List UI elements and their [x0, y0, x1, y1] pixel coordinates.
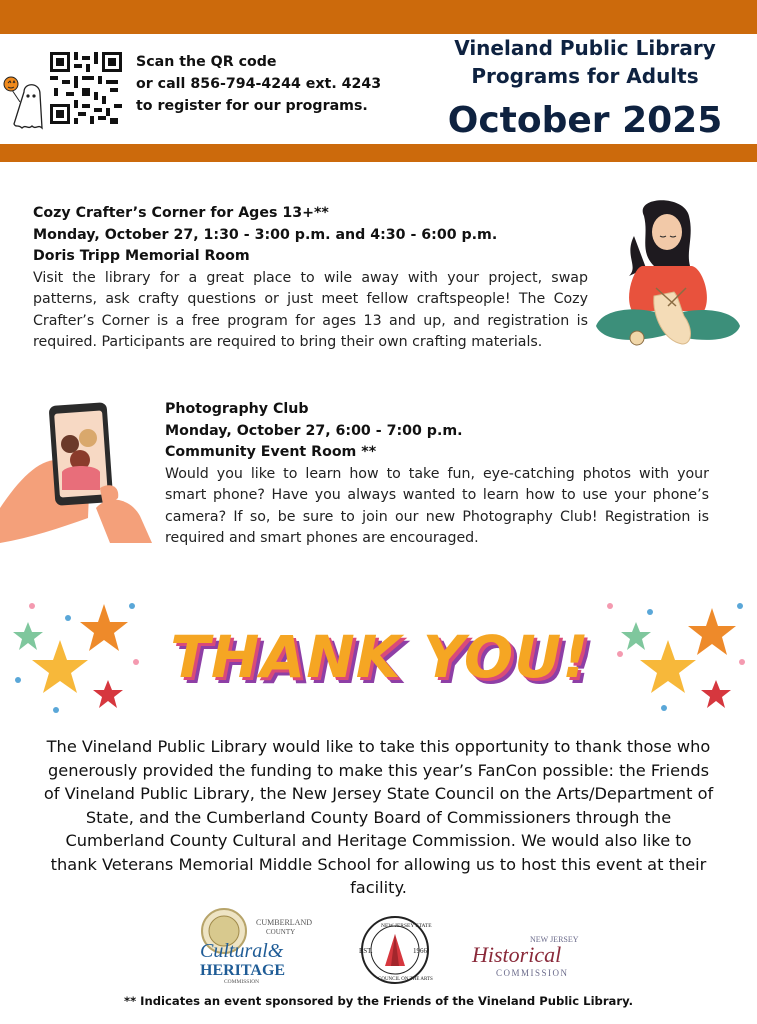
registration-instructions [136, 51, 396, 117]
svg-text:NEW JERSEY STATE: NEW JERSEY STATE [381, 923, 432, 929]
pumpkin-balloon-icon [4, 77, 18, 91]
scan-line-3: to register for our programs. [136, 98, 368, 114]
top-orange-bar [0, 0, 757, 34]
svg-text:HERITAGE: HERITAGE [200, 962, 286, 979]
event-location: Doris Tripp Memorial Room [33, 248, 250, 264]
event-title: Photography Club [165, 401, 309, 417]
knitting-woman-illustration [594, 196, 744, 356]
svg-text:COUNCIL ON THE ARTS: COUNCIL ON THE ARTS [378, 977, 433, 982]
smartphone-selfie-illustration [0, 398, 152, 543]
event-datetime: Monday, October 27, 1:30 - 3:00 p.m. and 4:30 - 6:00 p.m. [33, 226, 498, 243]
stars-right-icon [607, 603, 745, 711]
svg-text:CUMBERLAND: CUMBERLAND [256, 918, 312, 927]
nj-historical-commission-logo [468, 930, 588, 982]
scan-line-2: or call 856-794-4244 ext. 4243 [136, 76, 382, 92]
event-photography-club [165, 399, 709, 550]
nj-state-council-arts-logo [355, 914, 435, 986]
svg-text:COUNTY: COUNTY [266, 928, 296, 936]
event-title: Cozy Crafter’s Corner for Ages 13+** [33, 205, 329, 221]
svg-text:EST.: EST. [359, 947, 373, 955]
programs-subtitle: Programs for Adults [471, 64, 699, 88]
stars-left-icon [13, 603, 139, 713]
ghost-icon [12, 85, 42, 128]
svg-text:Cultural&: Cultural& [200, 940, 284, 962]
thank-you-wordmark: THANK YOU! [170, 623, 590, 691]
library-name: Vineland Public Library [454, 36, 716, 60]
month-title: October 2025 [447, 100, 723, 141]
event-location: Community Event Room ** [165, 444, 377, 460]
qr-code [50, 52, 122, 124]
svg-text:Historical: Historical [472, 942, 562, 967]
event-description: Would you like to learn how to take fun, eye-catching photos with your smart phone? Have you always wanted to learn how to use your phone’s camera? If so, be sure to join our new Photography Club! Registration is required and smart phones are encouraged. [165, 465, 709, 546]
svg-text:NEW JERSEY: NEW JERSEY [530, 935, 579, 944]
sponsor-footnote: ** Indicates an event sponsored by the Friends of the Vineland Public Library. [124, 994, 633, 1008]
event-cozy-crafters [33, 203, 588, 354]
scan-line-1: Scan the QR code [136, 54, 277, 70]
header-divider-bar [0, 144, 757, 162]
svg-text:COMMISSION: COMMISSION [224, 979, 260, 985]
thank-you-message: The Vineland Public Library would like to take this opportunity to thank those who generously provided the funding to make this year’s FanCon possible: the Friends of Vineland Public Library, the New Jersey State Council on the Arts/Department of State, and the Cumberland County Board of Commissioners through the Cumberland County Cultural and Heritage Commission. We would also like to thank Veterans Memorial Middle School for allowing us to host this event at their facility. [43, 737, 714, 897]
qr-code-with-ghost [2, 44, 130, 134]
svg-text:COMMISSION: COMMISSION [496, 968, 569, 978]
svg-text:1966: 1966 [413, 947, 427, 955]
event-description: Visit the library for a great place to wile away with your project, swap patterns, ask crafty questions or just meet fellow craftspeople! The Cozy Crafter’s Corner is a free program for ages 13 and up, and registration is required. Participants are required to bring their own crafting materials. [33, 269, 588, 350]
event-datetime: Monday, October 27, 6:00 - 7:00 p.m. [165, 422, 463, 439]
cumberland-cultural-heritage-logo [184, 905, 312, 985]
